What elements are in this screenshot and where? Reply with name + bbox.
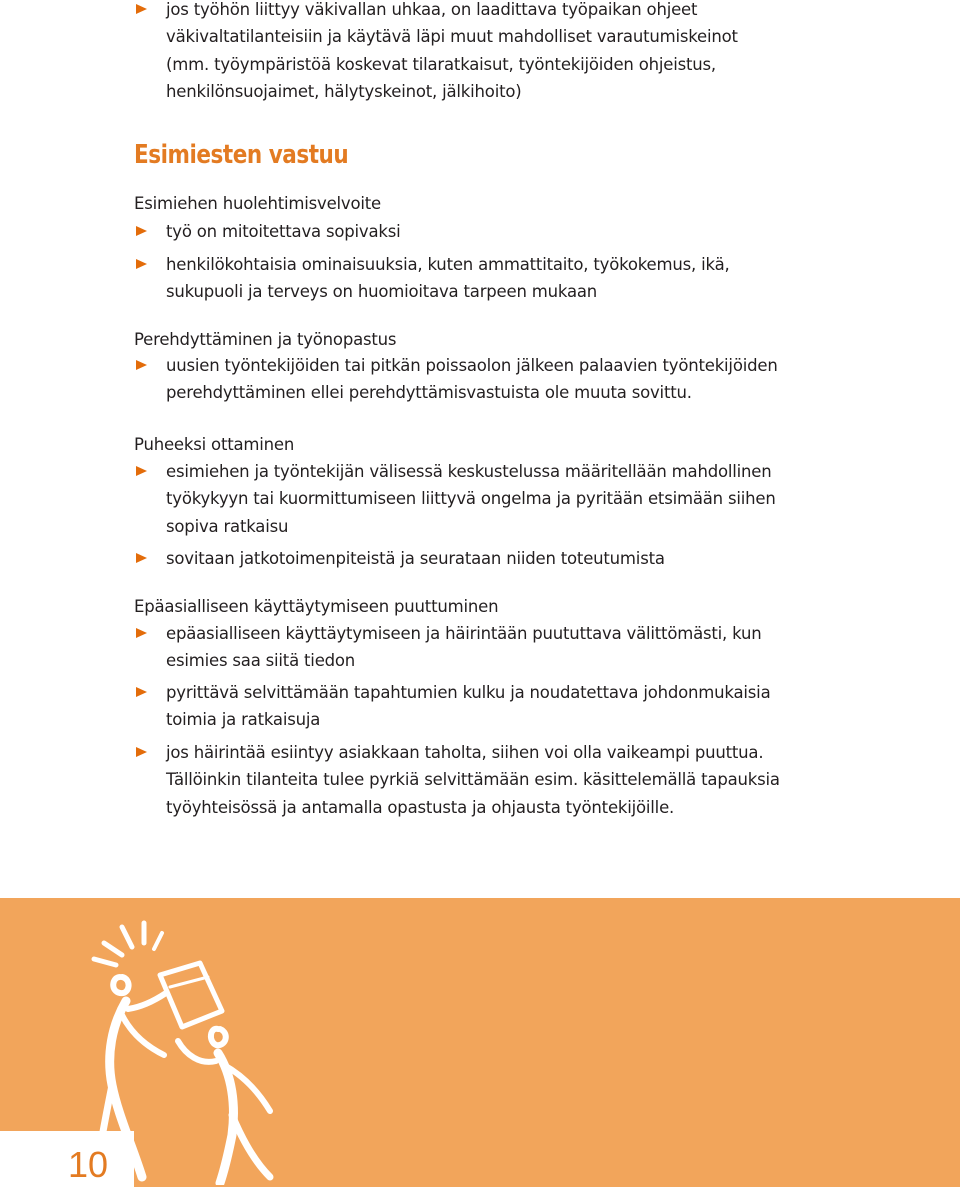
item-line: Tällöinkin tilanteita tulee pyrkiä selvittämään esim. käsittelemällä tapauksia [166,770,780,790]
bullet-icon [136,259,147,269]
list-item [166,545,866,572]
item-line: jos työhön liittyy väkivallan uhkaa, on laadittava työpaikan ohjeet [166,0,698,19]
subsection-title: Esimiehen huolehtimisvelvoite [134,194,382,213]
bullet-icon [136,4,147,14]
item-line: jos häirintää esiintyy asiakkaan taholta, siihen voi olla vaikeampi puuttua. [166,743,764,762]
list-item [166,679,866,734]
item-line: (mm. työympäristöä koskevat tilaratkaisut, työntekijöiden ohjeistus, [166,54,716,74]
item-line: uusien työntekijöiden tai pitkän poissaolon jälkeen palaavien työntekijöiden [166,356,778,375]
bullet-icon [136,226,147,236]
list-item [166,739,866,821]
item-line: pyrittävä selvittämään tapahtumien kulku ja noudatettava johdonmukaisia [166,683,771,702]
item-line: perehdyttäminen ellei perehdyttämisvastuista ole muuta sovittu. [166,383,692,403]
list-item [166,352,866,407]
page-number-box [0,1131,134,1187]
subsection-title: Puheeksi ottaminen [134,435,295,454]
list-item [166,251,866,306]
item-line: esimiehen ja työntekijän välisessä keskustelussa määritellään mahdollinen [166,462,772,481]
item-line: toimia ja ratkaisuja [166,710,321,730]
bullet-icon [136,553,147,563]
bullet-icon [136,466,147,476]
item-line: työyhteisössä ja antamalla opastusta ja ohjausta työntekijöille. [166,797,675,817]
subsection-title: Perehdyttäminen ja työnopastus [134,330,397,349]
list-item [166,0,866,105]
subsection-title: Epäasialliseen käyttäytymiseen puuttuminen [134,597,499,616]
item-line: työkykyyn tai kuormittumiseen liittyvä ongelma ja pyritään etsimään siihen [166,489,776,509]
item-line: epäasialliseen käyttäytymiseen ja häirintään puututtava välittömästi, kun [166,624,762,643]
item-line: sovitaan jatkotoimenpiteistä ja seurataan niiden toteutumista [166,549,665,568]
list-item [166,620,866,675]
bullet-icon [136,747,147,757]
list-item [166,458,866,540]
item-line: sukupuoli ja terveys on huomioitava tarpeen mukaan [166,282,598,302]
item-line: esimies saa siitä tiedon [166,651,356,671]
item-line: henkilökohtaisia ominaisuuksia, kuten ammattitaito, työkokemus, ikä, [166,255,730,274]
item-line: työ on mitoitettava sopivaksi [166,222,401,241]
bullet-icon [136,628,147,638]
list-item [166,218,866,245]
item-line: henkilönsuojaimet, hälytyskeinot, jälkihoito) [166,81,522,101]
section-heading: Esimiesten vastuu [134,140,349,170]
item-line: väkivaltatilanteisiin ja käytävä läpi muut mahdolliset varautumiskeinot [166,27,738,47]
page-number: 10 [68,1144,109,1185]
bullet-icon [136,360,147,370]
bullet-icon [136,687,147,697]
item-line: sopiva ratkaisu [166,516,289,536]
